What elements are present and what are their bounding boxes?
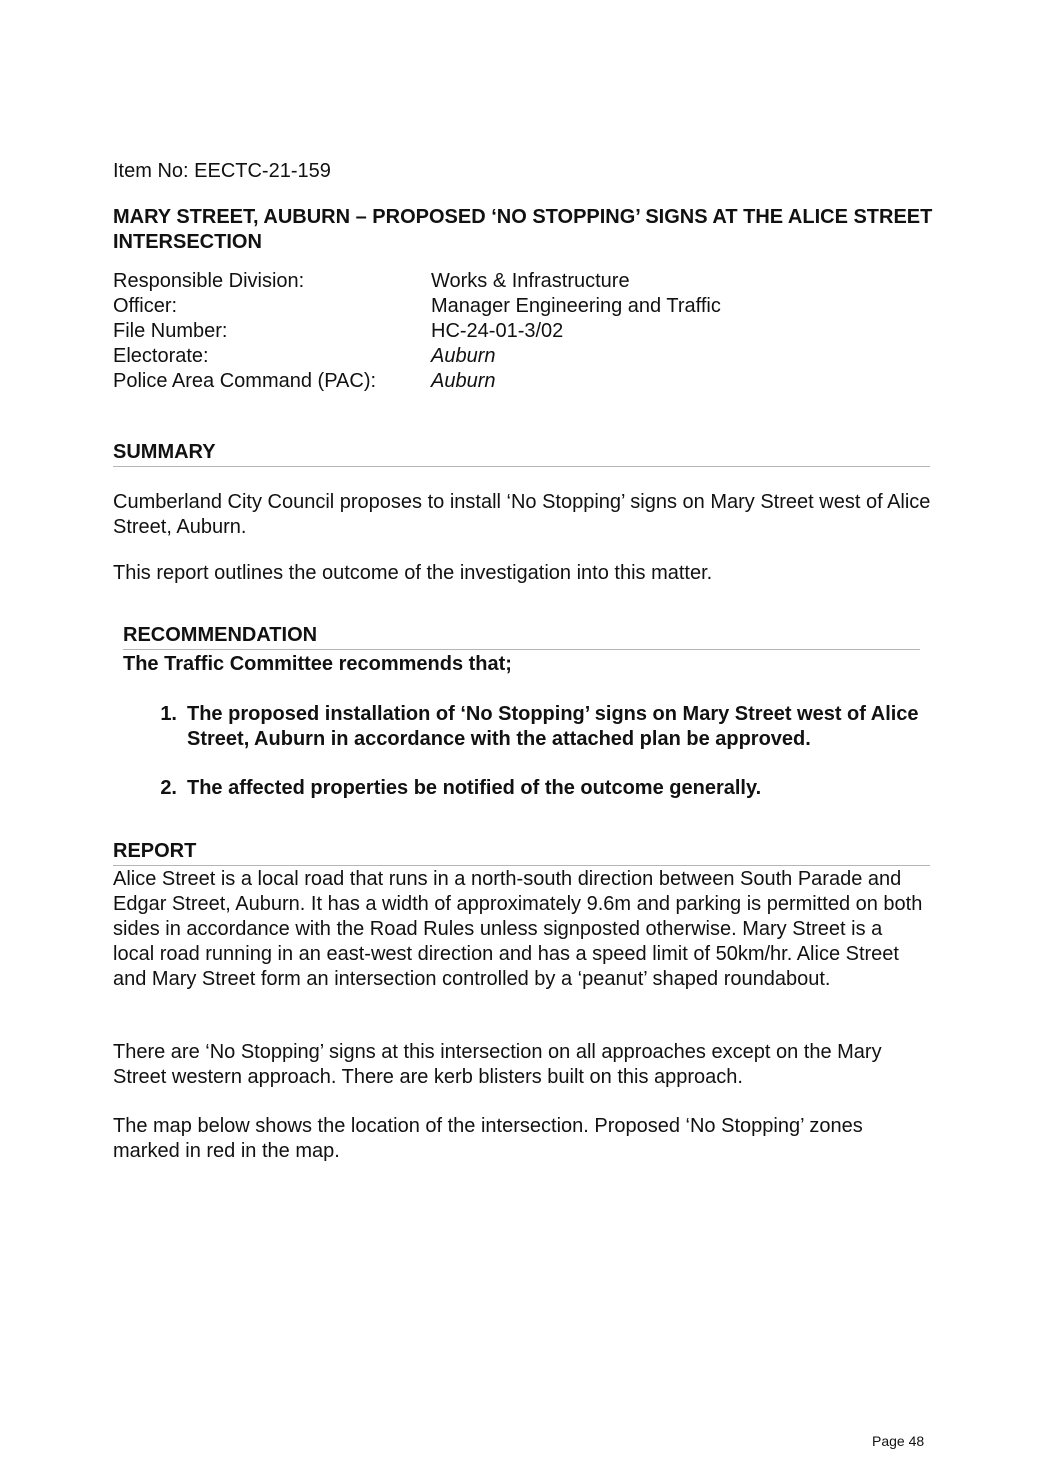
metadata-label: Officer: [113,295,178,317]
metadata-value: Works & Infrastructure [431,270,630,292]
recommendation-text: The proposed installation of ‘No Stopping’ signs on Mary Street west of Alice Street, Auburn in accordance with the attached plan be approved. [187,703,919,750]
report-heading: REPORT [113,839,930,866]
recommendation-number: 1. [160,703,177,725]
metadata-label: File Number: [113,320,228,342]
report-paragraph: The map below shows the location of the intersection. Proposed ‘No Stopping’ zones marked in red in the map. [113,1115,863,1162]
metadata-table [113,269,933,394]
page-number: Page 48 [872,1433,925,1449]
document-title: MARY STREET, AUBURN – PROPOSED ‘NO STOPPING’ SIGNS AT THE ALICE STREET INTERSECTION [113,206,933,253]
metadata-value: HC-24-01-3/02 [431,320,564,342]
metadata-label: Electorate: [113,345,209,367]
metadata-value: Auburn [431,345,496,367]
recommendation-text: The affected properties be notified of the outcome generally. [187,777,762,799]
metadata-row [113,269,933,294]
report-paragraph: Alice Street is a local road that runs in a north-south direction between South Parade and Edgar Street, Auburn. It has a width of approximately 9.6m and parking is permitted on both sides in accordance with the Road Rules unless signposted otherwise. Mary Street is a local road running in an east-west direction and has a speed limit of 50km/hr. Alice Street and Mary Street form an intersection controlled by a ‘peanut’ shaped roundabout. [113,868,923,990]
summary-paragraph: Cumberland City Council proposes to install ‘No Stopping’ signs on Mary Street west of Alice Street, Auburn. [113,491,931,538]
metadata-value: Manager Engineering and Traffic [431,295,721,317]
recommendation-item [145,776,935,801]
recommendation-intro: The Traffic Committee recommends that; [123,653,512,675]
item-number: Item No: EECTC-21-159 [113,160,331,182]
metadata-row [113,344,933,369]
metadata-label: Responsible Division: [113,270,305,292]
metadata-row [113,294,933,319]
metadata-row [113,319,933,344]
summary-paragraph: This report outlines the outcome of the investigation into this matter. [113,562,713,584]
recommendation-number: 2. [160,777,177,799]
metadata-row [113,369,933,394]
report-paragraph: There are ‘No Stopping’ signs at this intersection on all approaches except on the Mary Street western approach. There are kerb blisters built on this approach. [113,1041,882,1088]
recommendation-item [145,702,935,752]
summary-heading: SUMMARY [113,440,930,467]
recommendation-heading: RECOMMENDATION [123,623,920,650]
metadata-label: Police Area Command (PAC): [113,370,377,392]
metadata-value: Auburn [431,370,496,392]
